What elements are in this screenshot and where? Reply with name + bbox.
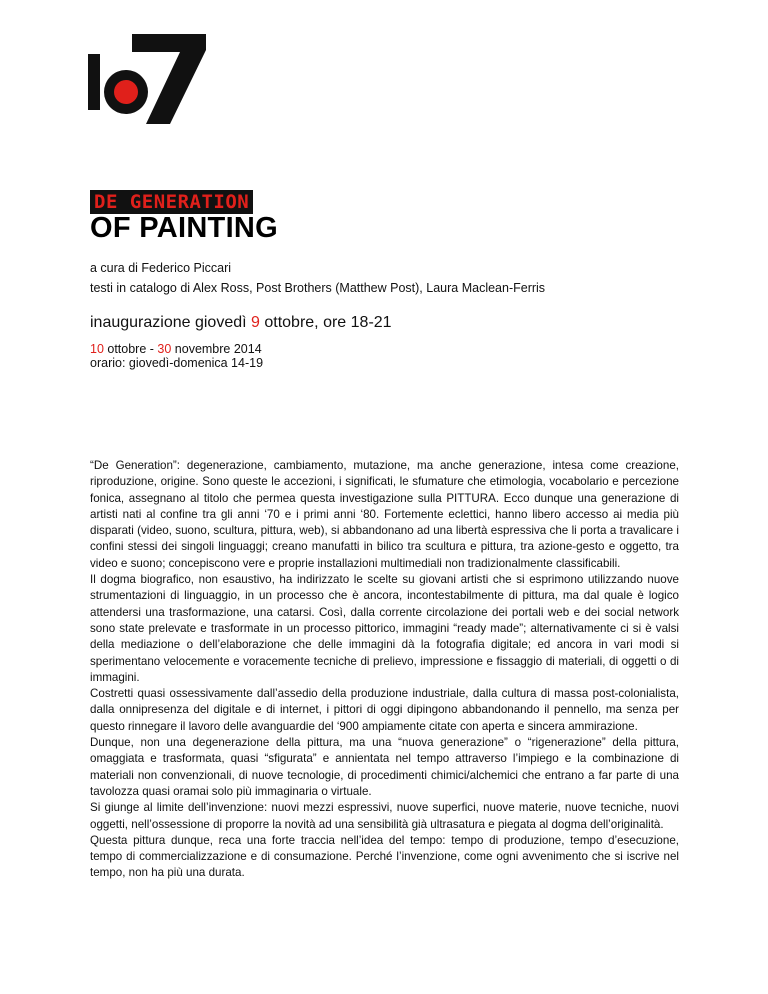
date-range (90, 342, 263, 356)
paragraph: “De Generation”: degenerazione, cambiamento, mutazione, ma anche generazione, intesa come creazione, riproduzione, origine. Sono queste le accezioni, i significati, le sfumature che etimologia, vocabolario e percezione fonica, assegnano al titolo che permea questa investigazione sulla PITTURA. Ecco dunque una generazione di artisti nati al confine tra gli anni ‘70 e i primi anni ‘80. Fortemente eclettici, hanno libero accesso ai media più disparati (video, suono, scultura, pittura, web), si abbandonano ad una libertà espressiva che li porta a travalicare i confini stessi dei singoli linguaggi; creano manufatti in bilico tra scultura e pittura, tra azione-gesto e oggetto, tra video e suono; concepiscono vere e proprie installazioni multimediali non tradizionalmente classificabili. (90, 459, 679, 570)
opening-day: 9 (251, 314, 260, 331)
date-end: novembre 2014 (171, 342, 262, 356)
logo-107 (88, 34, 206, 124)
paragraph: Dunque, non una degenerazione della pittura, ma una “nuova generazione” o “rigenerazione” della pittura, omaggiata e trasformata, quasi “sfigurata” e annientata nel tempo attraverso l’impiego e la combinazione di materiali non convenzionali, di nuove tecnologie, di procedimenti chimici/alchemici che entrano a far parte di una tavolozza quasi oramai solo più immaginaria o virtuale. (90, 736, 679, 798)
opening-info (90, 313, 392, 333)
title-line-of-painting: OF PAINTING (90, 212, 279, 244)
opening-prefix: inaugurazione giovedì (90, 314, 252, 331)
paragraph: Questa pittura dunque, reca una forte traccia nell’idea del tempo: tempo di produzione, tempo d’esecuzione, tempo di commercializzazione e di consumazione. Perché l’invenzione, come ogni avvenimento che si iscrive nel tempo, non ha più una durata. (90, 833, 679, 880)
title-line-de-generation: DE GENERATION (90, 190, 253, 214)
paragraph: Il dogma biografico, non esaustivo, ha indirizzato le scelte su giovani artisti che si esprimono utilizzando nuove strumentazioni di linguaggio, in un processo che è ancora, incontestabilmente di pittura, ma dal quale è logico attendersi una trasformazione, una catarsi. Così, dalla corrente circolazione dei portali web e dei social network sono state prelevate e trasformate in un processo pittorico, immagini “ready made”; alternativamente ci si è valsi della mediazione o dell’elaborazione che delle immagini dà la fotografia digitale; ed ancora in vari modi si sperimentano velocemente e voracemente tecniche di prelievo, impressione e fissaggio di materiali, di oggetti o di immagini. (90, 573, 679, 684)
date-mid: ottobre - (103, 342, 158, 356)
catalogue-texts-credit: testi in catalogo di Alex Ross, Post Brothers (Matthew Post), Laura Maclean-Ferris (90, 281, 546, 295)
paragraph: Costretti quasi ossessivamente dall’assedio della produzione industriale, dalla cultura di massa post-colonialista, dalla onnipresenza del digitale e di internet, i pittori di oggi dipingono abbandonando il pennello, ma senza per questo rinnegare il lavoro delle avanguardie del ‘900 ampiamente citate con aperta e sincera ammirazione. (90, 687, 679, 733)
opening-suffix: ottobre, ore 18-21 (259, 314, 392, 331)
opening-hours: orario: giovedì-domenica 14-19 (90, 356, 264, 370)
end-day: 30 (157, 342, 172, 356)
curator-credit: a cura di Federico Piccari (90, 261, 232, 275)
logo-107-graphic (88, 34, 206, 124)
curatorial-text (90, 458, 679, 882)
paragraph: Si giunge al limite dell’invenzione: nuovi mezzi espressivi, nuove superfici, nuove materie, nuove tecniche, nuovi oggetti, nell’ossessione di proporre la novità ad una sensibilità già ultrasatura e piegata al dogma dell’originalità. (90, 801, 679, 831)
exhibition-title (90, 190, 278, 243)
exhibition-dates (90, 342, 263, 370)
start-day: 10 (90, 342, 104, 356)
credits (90, 258, 545, 298)
